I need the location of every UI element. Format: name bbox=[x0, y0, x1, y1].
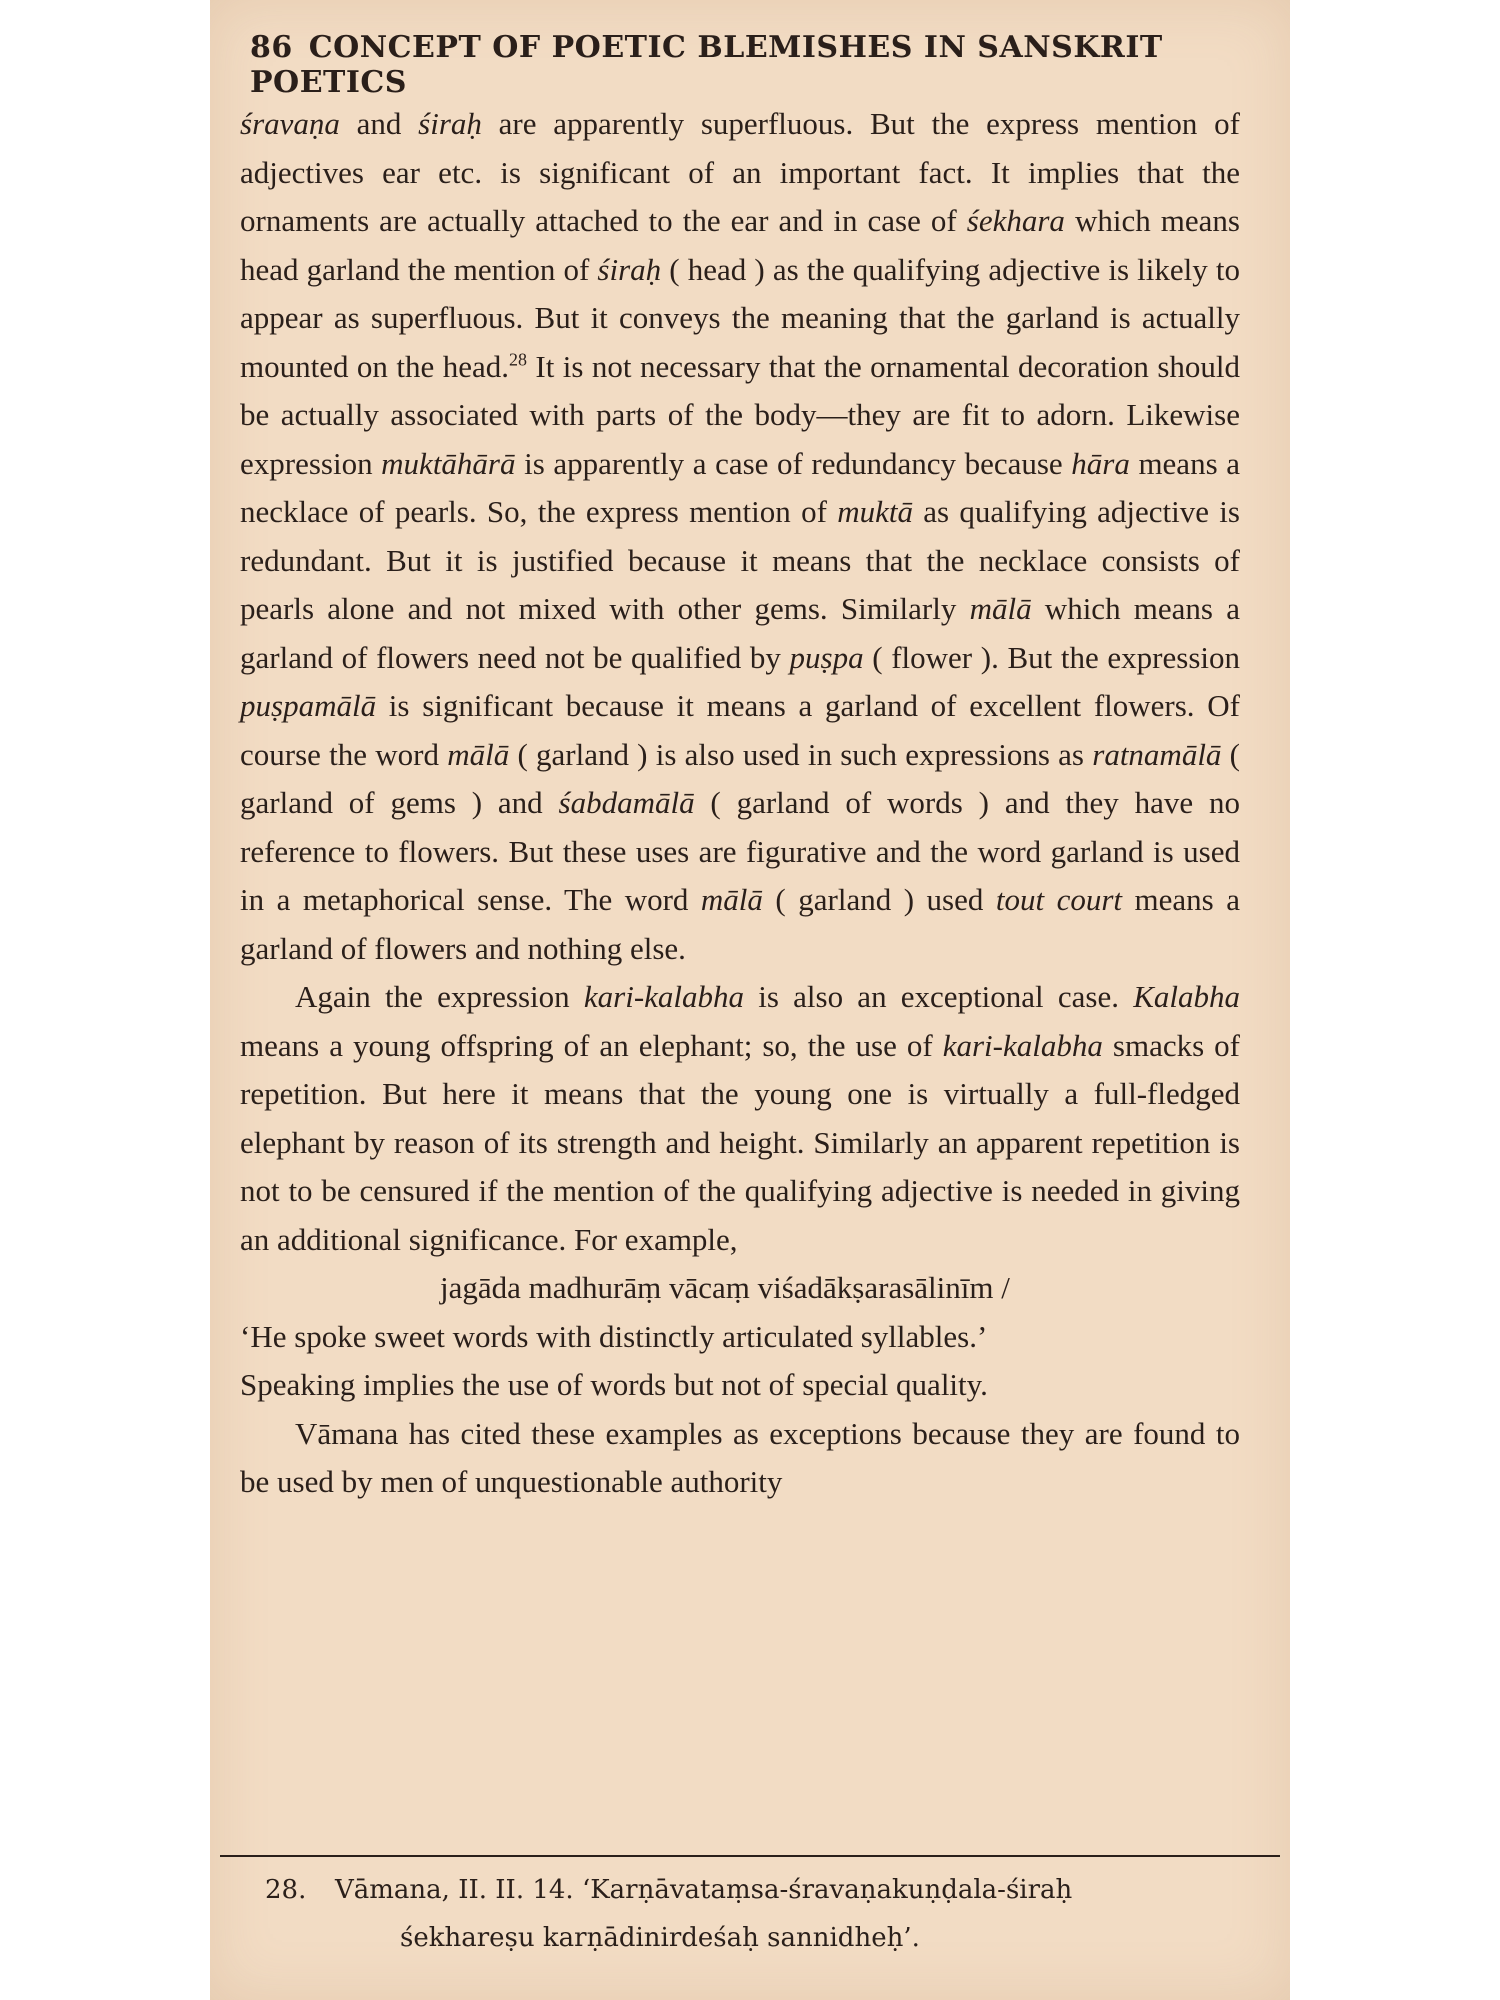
term: tout court bbox=[995, 882, 1123, 917]
page-number: 86 bbox=[250, 30, 293, 65]
term: śabdamālā bbox=[558, 785, 695, 820]
term: śiraḥ bbox=[597, 251, 662, 287]
paragraph-1: śravaṇa and śiraḥ are apparently superfluous. But the express mention of adjectives ear etc. is significant of an important fact. It implies that the ornaments are actually attached to the ear and in case of śekhara which means head garland the mention of śiraḥ ( head ) as the qualifying adjective is likely to appear as superfluous. But it conveys the meaning that the garland is actually mounted on the head.$^{28}$ It is not necessary that the ornamental decoration should be actually associated with parts of the body—they are fit to adorn. Likewise expression muktāhārā is apparently a case of redundancy because hāra means a necklace of pearls. So, the express mention of muktā as qualifying adjective is redundant. But it is justified because it means that the necklace consists of pearls alone and not mixed with other gems. Similarly mālā which means a garland of flowers need not be qualified by puṣpa ( flower ). But the expression puṣpamālā is significant because it means a garland of excellent flowers. Of course the word mālā ( garland ) is also used in such expressions as ratnamālā ( garland of gems ) and śabdamālā ( garland of words ) and they have no reference to flowers. But these uses are figurative and the word garland is used in a metaphorical sense. The word mālā ( garland ) used tout court means a garland of flowers and nothing else. bbox=[240, 106, 1241, 966]
term: mālā bbox=[700, 882, 763, 917]
term: ratnamālā bbox=[1092, 736, 1222, 772]
term: kari-kalabha bbox=[583, 979, 745, 1014]
footnote bbox=[265, 1866, 1245, 1962]
footnote-line-2: śekhareṣu karṇādinirdeśaḥ sannidheḥ’. bbox=[400, 1923, 920, 1953]
term: hāra bbox=[1071, 445, 1130, 481]
footnote-divider bbox=[220, 1855, 1280, 1857]
term: śiraḥ bbox=[418, 106, 482, 141]
footnote-line-1: 28. Vāmana, II. II. 14. ‘Karṇāvataṃsa-śravaṇakuṇḍala-śiraḥ bbox=[265, 1866, 1245, 1914]
book-page bbox=[210, 0, 1290, 2000]
term: muktā bbox=[837, 494, 913, 529]
term: mālā bbox=[969, 591, 1032, 626]
term: śekhara bbox=[966, 203, 1065, 238]
term: puṣpamālā bbox=[240, 688, 377, 723]
term: śravaṇa bbox=[240, 106, 340, 141]
term: puṣpa bbox=[789, 639, 864, 675]
running-title: CONCEPT OF POETIC BLEMISHES IN SANSKRIT POETICS bbox=[250, 30, 1163, 100]
term: muktāhārā bbox=[381, 445, 516, 481]
term: kari-kalabha bbox=[942, 1027, 1103, 1063]
body-text bbox=[240, 100, 1240, 1507]
term: Kalabha bbox=[1133, 979, 1241, 1014]
paragraph-2: Again the expression kari-kalabha is also an exceptional case. Kalabha means a young offspring of an elephant; so, the use of kari-kalabha smacks of repetition. But here it means that the young one is virtually a full-fledged elephant by reason of its strength and height. Similarly an apparent repetition is not to be censured if the mention of the qualifying adjective is needed in giving an additional significance. For example, bbox=[240, 979, 1241, 1257]
verse-translation: ‘He spoke sweet words with distinctly articulated syllables.’ bbox=[240, 1318, 988, 1354]
footnote-reference: 28 bbox=[508, 349, 527, 370]
paragraph-4: Vāmana has cited these examples as exceptions because they are found to be used by men of unquestionable authority bbox=[240, 1415, 1240, 1499]
paragraph-3: Speaking implies the use of words but not of special quality. bbox=[240, 1367, 988, 1402]
term: mālā bbox=[447, 736, 510, 772]
footnote-number: 28. bbox=[265, 1875, 307, 1905]
sanskrit-verse: jagāda madhurāṃ vācaṃ viśadākṣarasālinīm / bbox=[440, 1270, 1010, 1305]
running-head bbox=[250, 30, 1250, 100]
